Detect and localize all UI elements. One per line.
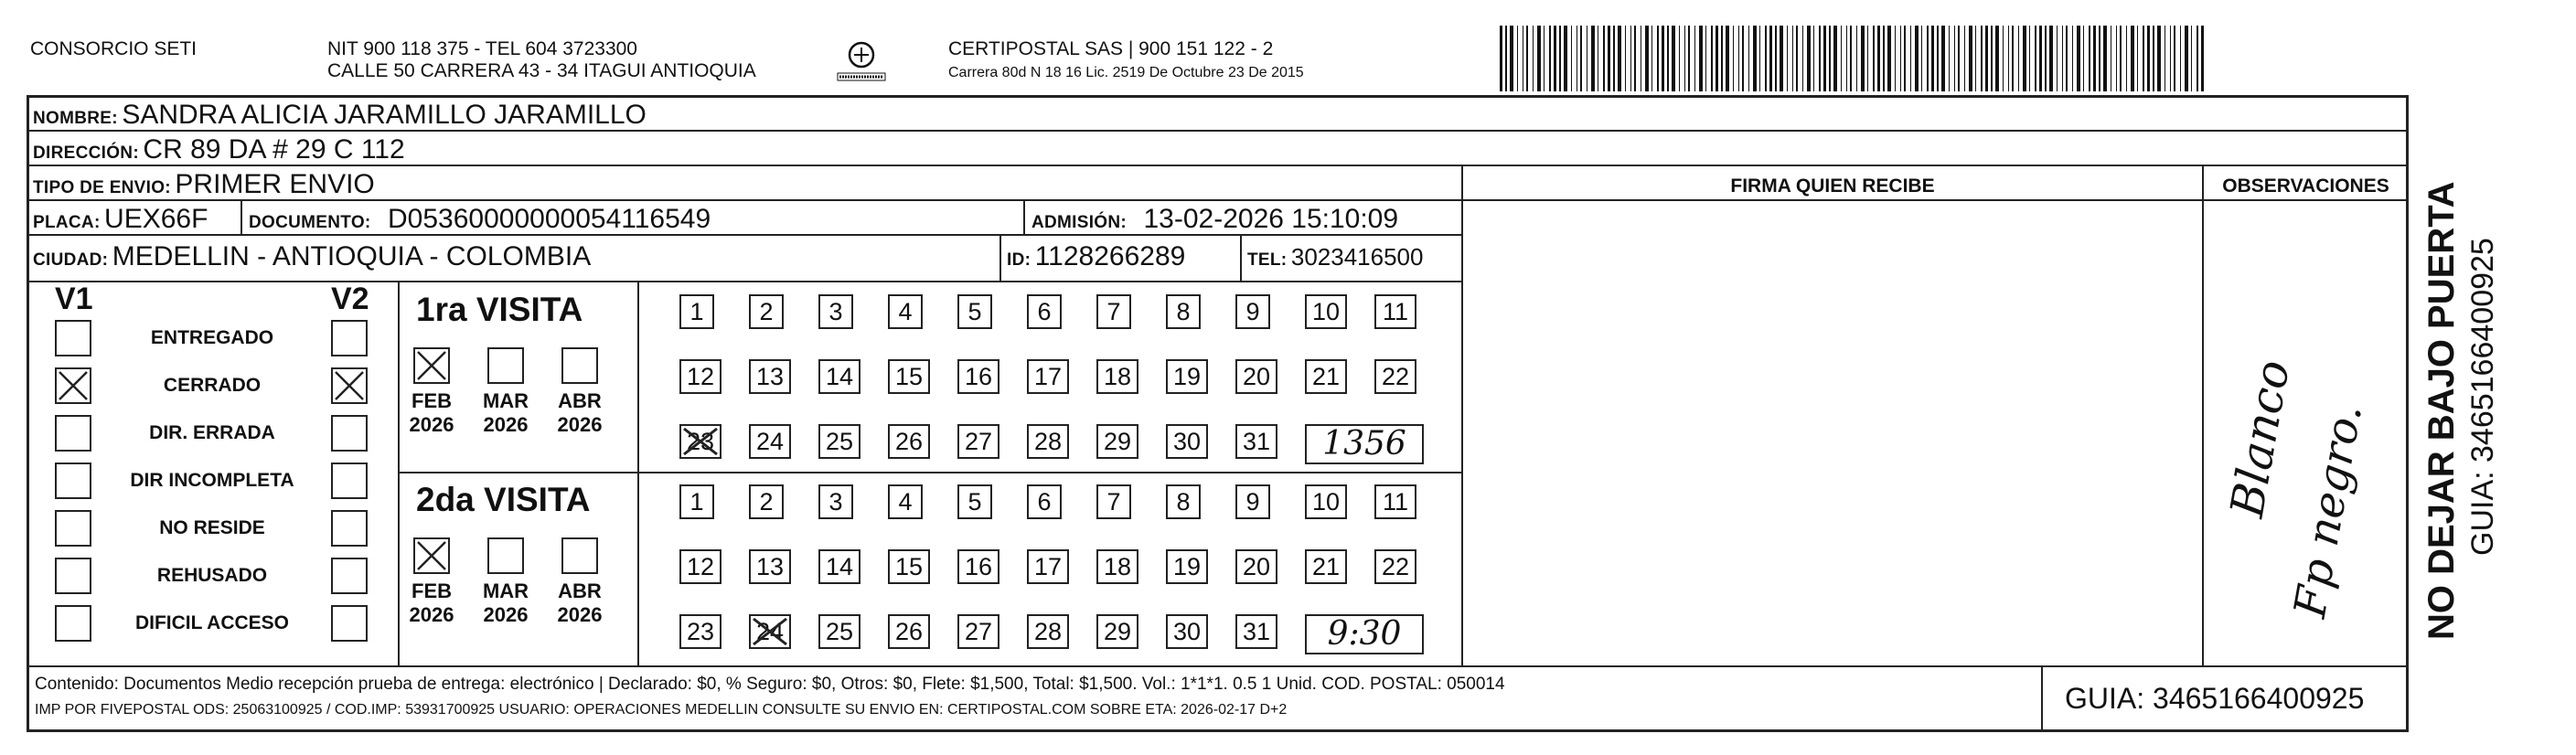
day-number: 2 (759, 298, 774, 325)
month-label: ABR 2026 (557, 389, 603, 436)
day-box[interactable] (1096, 484, 1131, 519)
footer-guia: GUIA: 3465166400925 (2065, 682, 2365, 715)
day-number: 18 (1103, 363, 1132, 390)
day-box[interactable] (888, 424, 930, 459)
day-number: 15 (894, 553, 924, 580)
barcode (1500, 26, 2204, 91)
day-number: 19 (1172, 363, 1202, 390)
obs-handwritten-line2: Fp negro. (2284, 399, 2373, 622)
v1-header: V1 (55, 282, 93, 316)
day-box[interactable] (888, 294, 923, 329)
day-box[interactable] (957, 294, 992, 329)
day-number: 8 (1176, 298, 1191, 325)
day-number: 7 (1106, 298, 1121, 325)
company-name: CONSORCIO SETI (30, 38, 198, 59)
documento-row (249, 204, 711, 239)
footer-content: Contenido: Documentos Medio recepción prueba de entrega: electrónico | Declarado: $0, % Seguro: $0, Otros: $0, Flete: $1,500, Total: $1,500. Vol.: 1*1*1. 0.5 1 Unid. COD. POSTAL: 050014 (35, 675, 1505, 694)
tipo-label: TIPO DE ENVIO: (33, 178, 171, 197)
v2-checkbox[interactable] (331, 367, 368, 404)
day-box[interactable] (957, 359, 999, 394)
month-checkbox[interactable] (561, 347, 598, 384)
day-box[interactable] (749, 484, 784, 519)
day-box[interactable] (1374, 294, 1416, 329)
v2-checkbox[interactable] (331, 463, 368, 499)
day-number: 29 (1103, 618, 1132, 645)
day-box[interactable] (818, 484, 853, 519)
day-box[interactable] (1235, 614, 1277, 649)
v1-checkbox[interactable] (55, 415, 91, 452)
day-box[interactable] (1235, 424, 1277, 459)
month-checkbox[interactable] (561, 537, 598, 574)
day-number: 3 (828, 298, 843, 325)
footer-imp: IMP POR FIVEPOSTAL ODS: 25063100925 / COD.IMP: 53931700925 USUARIO: OPERACIONES MEDELLIN CONSULTE SU ENVIO EN: CERTIPOSTAL.COM SOBRE ETA: 2026-02-17 D+2 (35, 702, 1288, 718)
day-box[interactable] (818, 359, 860, 394)
nit-line: NIT 900 118 375 - TEL 604 3723300 (327, 38, 637, 59)
v1-checkbox[interactable] (55, 558, 91, 594)
day-number: 2 (759, 488, 774, 516)
v2-checkbox[interactable] (331, 320, 368, 356)
day-number: 4 (898, 298, 913, 325)
day-number: 12 (686, 363, 715, 390)
id-value: 1128266289 (1034, 241, 1186, 271)
day-box[interactable] (888, 484, 923, 519)
v2-checkbox[interactable] (331, 605, 368, 642)
placa-label: PLACA: (33, 213, 101, 232)
nombre-row (33, 100, 647, 135)
day-box[interactable] (1166, 614, 1208, 649)
month-checkbox[interactable] (487, 347, 524, 384)
v2-checkbox[interactable] (331, 558, 368, 594)
day-number: 4 (898, 488, 913, 516)
status-label: ENTREGADO (150, 327, 274, 348)
day-box[interactable] (818, 294, 853, 329)
month-label: FEB 2026 (409, 389, 454, 436)
day-number: 24 (755, 428, 785, 455)
handwritten-time: 9:30 (1305, 614, 1424, 654)
day-box[interactable] (1096, 549, 1138, 584)
v1-checkbox[interactable] (55, 510, 91, 547)
day-number: 14 (825, 553, 854, 580)
day-number: 5 (967, 298, 982, 325)
v1-checkbox[interactable] (55, 463, 91, 499)
direccion-label: DIRECCIÓN: (33, 144, 139, 163)
tel-row (1247, 241, 1423, 277)
day-box[interactable] (1235, 359, 1277, 394)
day-box[interactable] (1166, 424, 1208, 459)
day-box[interactable] (1096, 614, 1138, 649)
day-number: 10 (1311, 298, 1341, 325)
day-number: 16 (964, 363, 993, 390)
v1-checkbox[interactable] (55, 367, 91, 404)
month-label: MAR 2026 (482, 389, 529, 436)
day-number: 8 (1176, 488, 1191, 516)
day-box[interactable] (749, 424, 791, 459)
day-number: 28 (1033, 428, 1063, 455)
month-label: MAR 2026 (482, 580, 529, 626)
day-number: 26 (894, 428, 924, 455)
day-box[interactable] (679, 549, 721, 584)
day-number: 14 (825, 363, 854, 390)
tel-value: 3023416500 (1290, 243, 1424, 271)
placa-row (33, 204, 208, 239)
status-label: DIR INCOMPLETA (130, 470, 294, 491)
day-box[interactable] (679, 484, 714, 519)
day-box[interactable] (679, 424, 721, 459)
day-number: 18 (1103, 553, 1132, 580)
day-box[interactable] (679, 614, 721, 649)
direccion-value: CR 89 DA # 29 C 112 (143, 134, 405, 165)
day-box[interactable] (1374, 484, 1416, 519)
month-checkbox[interactable] (413, 347, 450, 384)
day-box[interactable] (679, 294, 714, 329)
day-box[interactable] (1305, 294, 1347, 329)
day-box[interactable] (818, 424, 860, 459)
tel-label: TEL: (1247, 250, 1288, 270)
admision-label: ADMISIÓN: (1031, 213, 1128, 232)
status-label: NO RESIDE (159, 517, 265, 538)
day-number: 11 (1382, 488, 1409, 516)
day-box[interactable] (679, 359, 721, 394)
v2-checkbox[interactable] (331, 510, 368, 547)
day-box[interactable] (957, 614, 999, 649)
day-number: 22 (1381, 363, 1410, 390)
day-number: 19 (1172, 553, 1202, 580)
day-number: 20 (1242, 553, 1271, 580)
day-box[interactable] (1305, 549, 1347, 584)
obs-handwritten-line1: Blanco (2220, 356, 2301, 522)
license-line: Carrera 80d N 18 16 Lic. 2519 De Octubre 23 De 2015 (948, 65, 1304, 80)
handwritten-time: 1356 (1305, 424, 1424, 464)
day-box[interactable] (888, 614, 930, 649)
day-number: 11 (1382, 298, 1409, 325)
side-warning: NO DEJAR BAJO PUERTA (2421, 181, 2462, 640)
day-box[interactable] (1235, 294, 1270, 329)
day-number: 9 (1245, 488, 1260, 516)
day-box[interactable] (1027, 614, 1069, 649)
day-box[interactable] (1305, 359, 1347, 394)
observaciones-area (2220, 356, 2373, 622)
day-box[interactable] (1027, 294, 1062, 329)
day-number: 3 (828, 488, 843, 516)
day-box[interactable] (1027, 359, 1069, 394)
day-number: 31 (1242, 618, 1271, 645)
day-number: 15 (894, 363, 924, 390)
day-number: 1 (689, 298, 704, 325)
day-number: 28 (1033, 618, 1063, 645)
month-checkbox[interactable] (413, 537, 450, 574)
status-label: DIFICIL ACCESO (134, 612, 289, 633)
ciudad-row (33, 241, 591, 277)
certipostal-logo (834, 37, 889, 88)
day-box[interactable] (1096, 359, 1138, 394)
day-box[interactable] (1166, 359, 1208, 394)
day-number: 27 (964, 428, 993, 455)
day-box[interactable] (1305, 484, 1347, 519)
ciudad-value: MEDELLIN - ANTIOQUIA - COLOMBIA (112, 241, 592, 271)
v2-checkbox[interactable] (331, 415, 368, 452)
documento-label: DOCUMENTO: (249, 213, 371, 232)
day-box[interactable] (1166, 484, 1201, 519)
tipo-row (33, 169, 375, 205)
day-number: 13 (755, 363, 785, 390)
day-number: 31 (1242, 428, 1271, 455)
day-box[interactable] (957, 549, 999, 584)
day-box[interactable] (1374, 359, 1416, 394)
placa-value: UEX66F (104, 204, 208, 234)
day-box[interactable] (749, 359, 791, 394)
status-label: CERRADO (163, 375, 262, 396)
day-box[interactable] (957, 484, 992, 519)
admision-row (1031, 204, 1398, 239)
tipo-value: PRIMER ENVIO (175, 169, 375, 199)
day-box[interactable] (1096, 294, 1131, 329)
day-number: 13 (755, 553, 785, 580)
day-number: 1 (689, 488, 704, 516)
day-box[interactable] (749, 294, 784, 329)
id-label: ID: (1007, 250, 1031, 270)
day-box[interactable] (1166, 294, 1201, 329)
day-box[interactable] (888, 359, 930, 394)
nombre-value: SANDRA ALICIA JARAMILLO JARAMILLO (122, 100, 647, 130)
side-guia: GUIA: 3465166400925 (2465, 238, 2500, 556)
v1-checkbox[interactable] (55, 320, 91, 356)
day-number: 21 (1311, 363, 1341, 390)
day-box[interactable] (818, 614, 860, 649)
status-label: DIR. ERRADA (149, 422, 275, 443)
day-number: 23 (686, 618, 715, 645)
day-box[interactable] (1235, 549, 1277, 584)
day-number: 26 (894, 618, 924, 645)
day-number: 29 (1103, 428, 1132, 455)
day-box[interactable] (818, 549, 860, 584)
ciudad-label: CIUDAD: (33, 250, 109, 270)
address-line: CALLE 50 CARRERA 43 - 34 ITAGUI ANTIOQUIA (327, 60, 756, 81)
day-box[interactable] (888, 549, 930, 584)
day-box[interactable] (749, 614, 791, 649)
v1-checkbox[interactable] (55, 605, 91, 642)
day-box[interactable] (749, 549, 791, 584)
day-box[interactable] (1027, 424, 1069, 459)
day-number: 30 (1172, 618, 1202, 645)
day-number: 17 (1033, 363, 1063, 390)
month-label: ABR 2026 (557, 580, 603, 626)
carrier-line: CERTIPOSTAL SAS | 900 151 122 - 2 (948, 38, 1274, 59)
day-number: 22 (1381, 553, 1410, 580)
visit2-title: 2da VISITA (416, 481, 591, 518)
day-number: 25 (825, 428, 854, 455)
direccion-row (33, 134, 405, 170)
visit1-title: 1ra VISITA (416, 291, 583, 328)
day-number: 27 (964, 618, 993, 645)
admision-value: 13-02-2026 15:10:09 (1143, 204, 1399, 234)
day-number: 20 (1242, 363, 1271, 390)
day-box[interactable] (1166, 549, 1208, 584)
day-number: 21 (1311, 553, 1341, 580)
day-number: 7 (1106, 488, 1121, 516)
day-number: 9 (1245, 298, 1260, 325)
day-number: 10 (1311, 488, 1341, 516)
day-box[interactable] (957, 424, 999, 459)
v2-header: V2 (331, 282, 369, 316)
day-box[interactable] (1027, 484, 1062, 519)
firma-header: FIRMA QUIEN RECIBE (1730, 175, 1935, 197)
month-label: FEB 2026 (409, 580, 454, 626)
day-number: 16 (964, 553, 993, 580)
nombre-label: NOMBRE: (33, 109, 118, 128)
day-number: 6 (1037, 488, 1052, 516)
month-checkbox[interactable] (487, 537, 524, 574)
day-number: 24 (755, 618, 785, 645)
day-number: 6 (1037, 298, 1052, 325)
day-box[interactable] (1374, 549, 1416, 584)
day-box[interactable] (1096, 424, 1138, 459)
day-number: 17 (1033, 553, 1063, 580)
day-number: 30 (1172, 428, 1202, 455)
documento-value: D05360000000054116549 (388, 204, 711, 234)
day-number: 5 (967, 488, 982, 516)
day-number: 12 (686, 553, 715, 580)
day-number: 23 (686, 428, 715, 455)
status-label: REHUSADO (156, 565, 268, 586)
day-number: 25 (825, 618, 854, 645)
observaciones-header: OBSERVACIONES (2222, 175, 2389, 197)
day-box[interactable] (1027, 549, 1069, 584)
day-box[interactable] (1235, 484, 1270, 519)
id-row (1007, 241, 1185, 277)
